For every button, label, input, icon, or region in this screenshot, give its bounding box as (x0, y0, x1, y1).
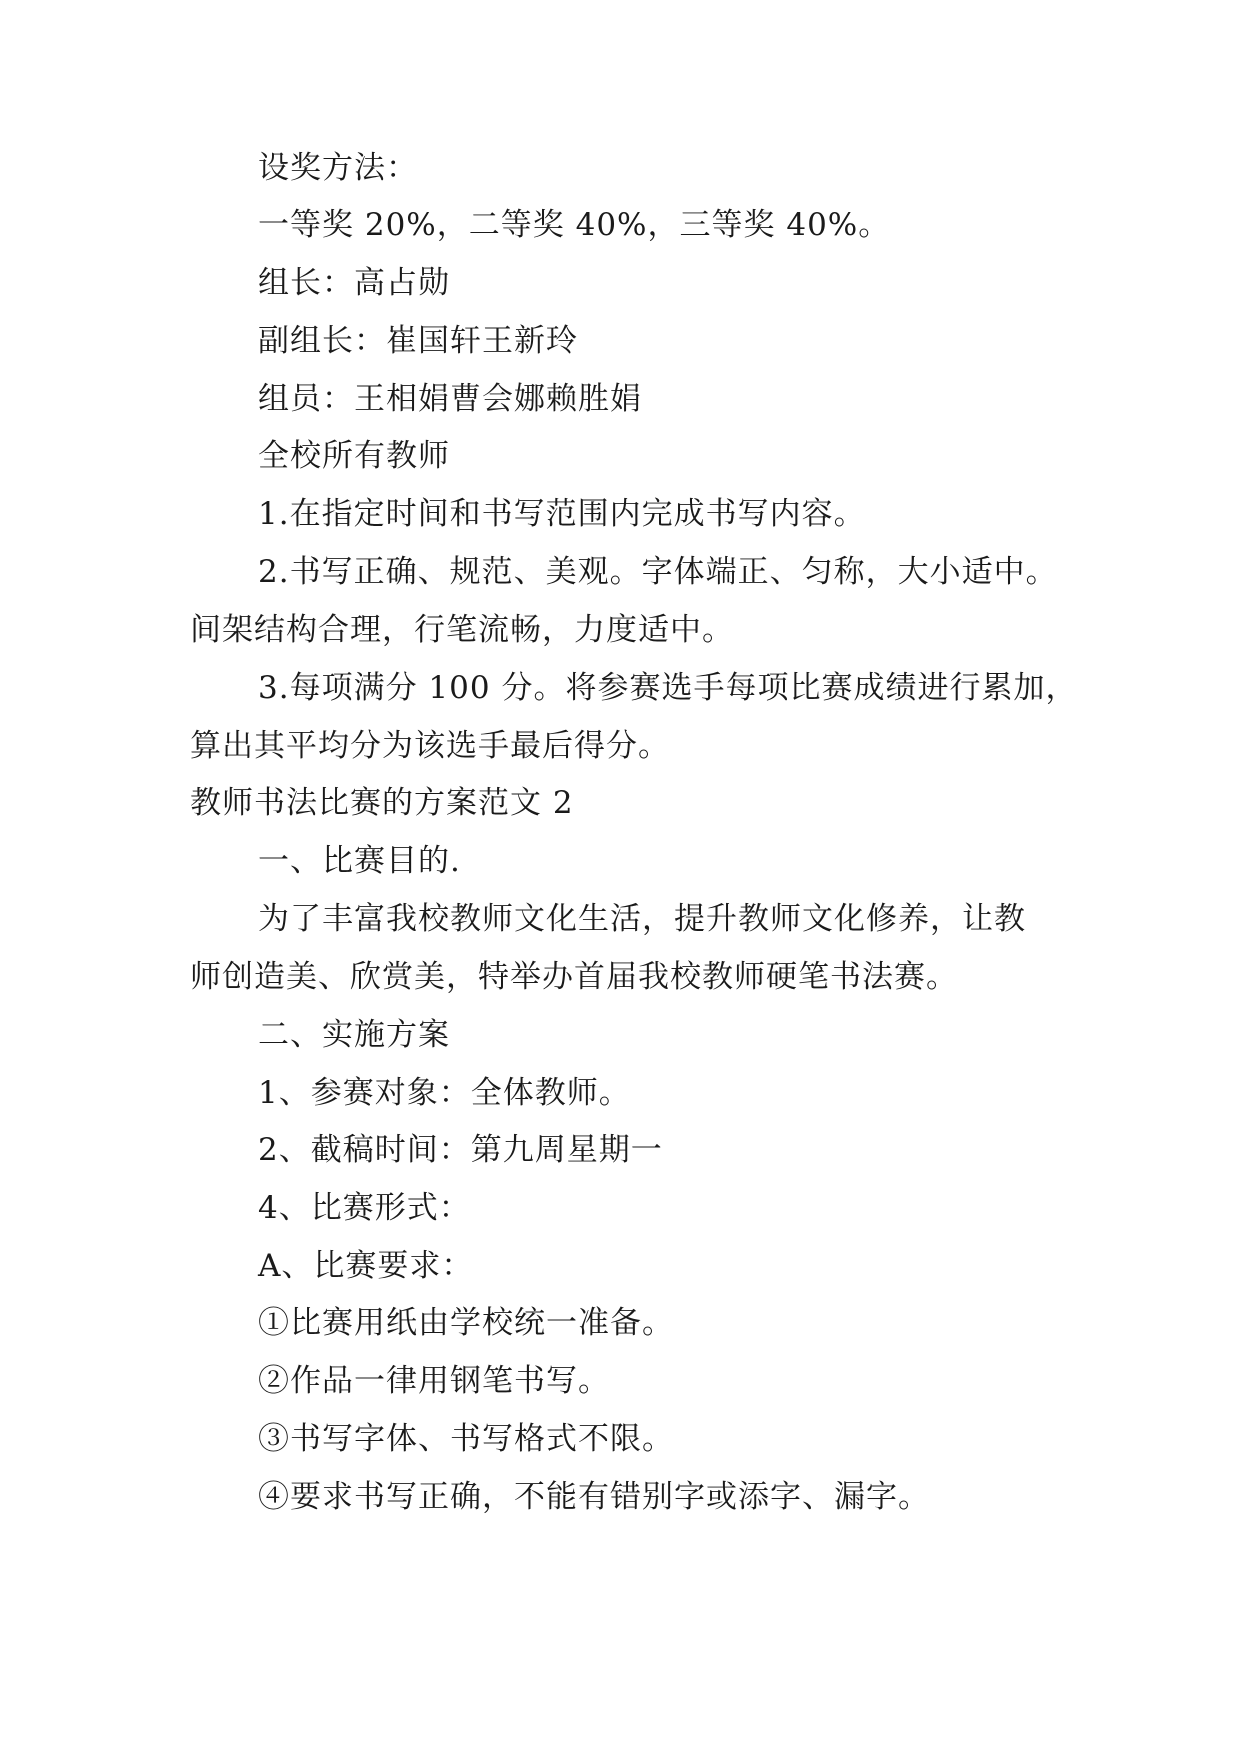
line-section-title-2: 教师书法比赛的方案范文 2 (190, 785, 574, 821)
line-rule-3: 3.每项满分 100 分。将参赛选手每项比赛成绩进行累加， (258, 670, 1078, 706)
line-rule-1: 1.在指定时间和书写范围内完成书写内容。 (258, 496, 866, 532)
line-plan-4: 4、比赛形式： (258, 1190, 471, 1226)
line-rule-2-cont: 间架结构合理，行笔流畅，力度适中。 (190, 612, 734, 648)
line-purpose-text: 为了丰富我校教师文化生活，提升教师文化修养，让教 (258, 901, 1026, 937)
line-rule-2: 2.书写正确、规范、美观。字体端正、匀称，大小适中。 (258, 554, 1058, 590)
line-members: 组员：王相娟曹会娜赖胜娟 (258, 381, 642, 417)
line-award-ratio: 一等奖 20%，二等奖 40%，三等奖 40%。 (258, 207, 891, 243)
line-plan-2: 2、截稿时间：第九周星期一 (258, 1132, 663, 1168)
line-req-3: ③书写字体、书写格式不限。 (258, 1421, 674, 1457)
line-rule-3-cont: 算出其平均分为该选手最后得分。 (190, 728, 670, 764)
line-deputy-leader: 副组长：崔国轩王新玲 (258, 323, 578, 359)
line-req-4: ④要求书写正确，不能有错别字或添字、漏字。 (258, 1479, 930, 1515)
line-participants: 全校所有教师 (258, 438, 450, 474)
line-req-1: ①比赛用纸由学校统一准备。 (258, 1305, 674, 1341)
line-heading-plan: 二、实施方案 (258, 1017, 450, 1053)
line-purpose-text-cont: 师创造美、欣赏美，特举办首届我校教师硬笔书法赛。 (190, 959, 958, 995)
line-group-leader: 组长：高占勋 (258, 265, 450, 301)
line-heading-purpose: 一、比赛目的. (258, 843, 461, 879)
line-plan-1: 1、参赛对象：全体教师。 (258, 1075, 631, 1111)
line-req-heading: A、比赛要求： (258, 1248, 474, 1284)
line-award-method-label: 设奖方法： (258, 150, 418, 186)
line-req-2: ②作品一律用钢笔书写。 (258, 1363, 610, 1399)
